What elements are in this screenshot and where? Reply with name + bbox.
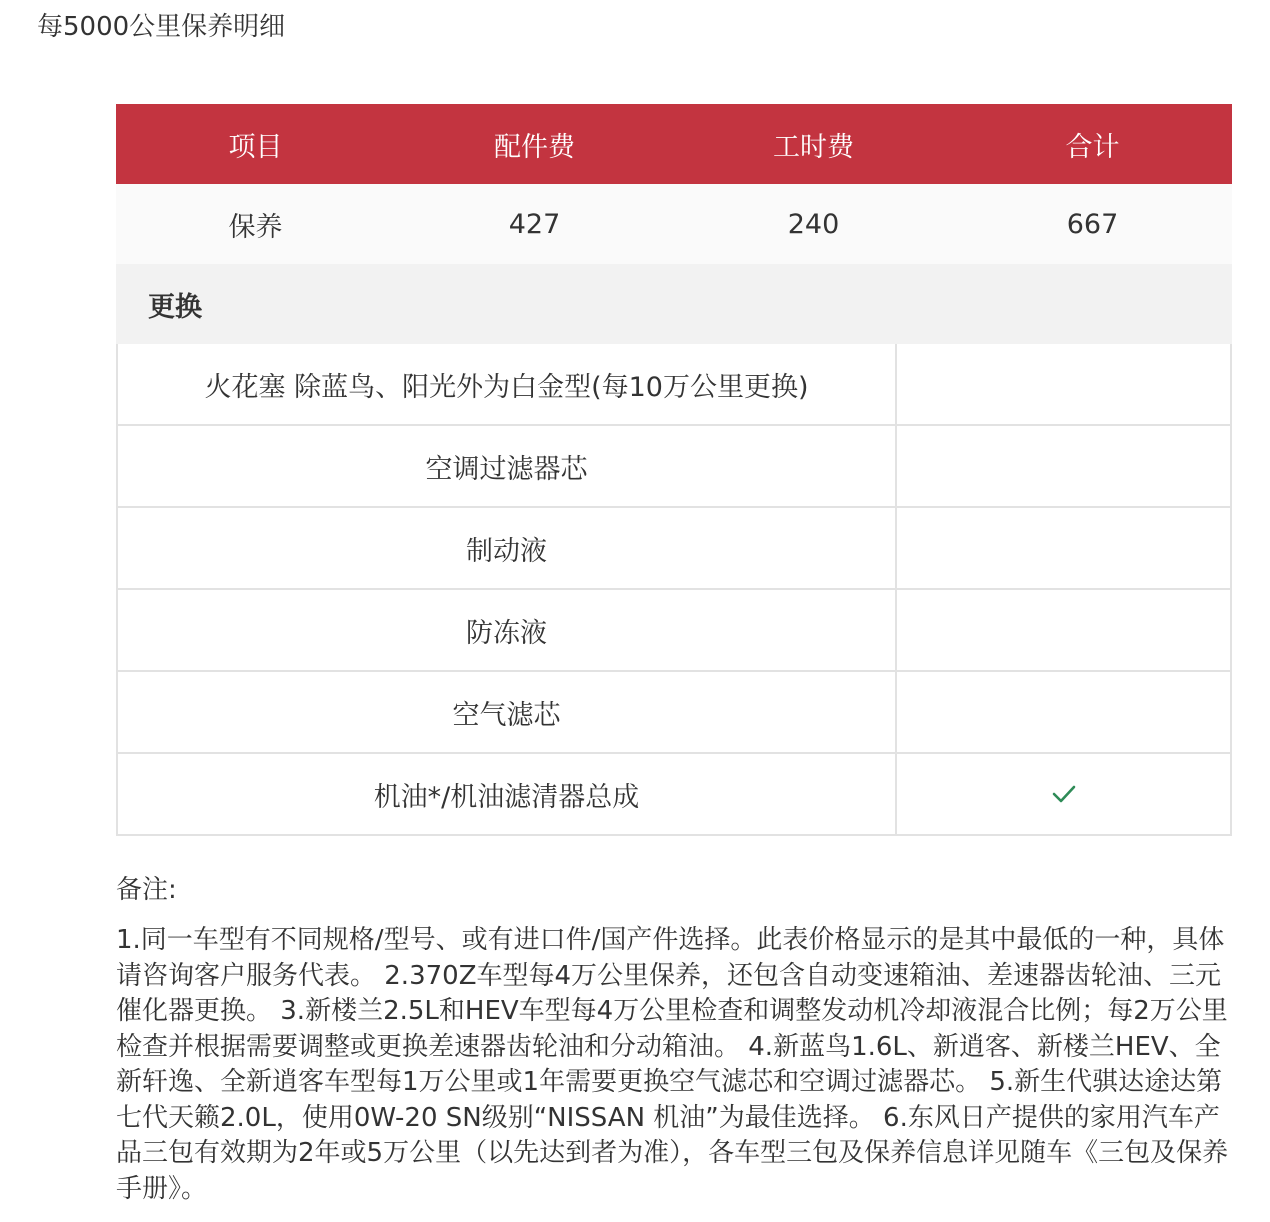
item-mark-cell [897, 344, 1230, 424]
replace-item-list [116, 344, 1232, 836]
item-mark-cell [897, 590, 1230, 670]
page-title: 每5000公里保养明细 [37, 12, 286, 42]
item-name: 防冻液 [118, 590, 897, 670]
item-mark-cell [897, 508, 1230, 588]
notes-text: 1.同一车型有不同规格/型号、或有进口件/国产件选择。此表价格显示的是其中最低的一种，具体请咨询客户服务代表。 2.370Z车型每4万公里保养，还包含自动变速箱油、差速器齿轮油、三元催化器更换。 3.新楼兰2.5L和HEV车型每4万公里检查和调整发动机冷却液混合比例；每2万公里检查并根据需要调整或更换差速器齿轮油和分动箱油。 4.新蓝鸟1.6L、新逍客、新楼兰HEV、全新轩逸、全新逍客车型每1万公里或1年需要更换空气滤芯和空调过滤器芯。 5.新生代骐达途达第七代天籁2.0L，使用0W-20 SN级别“NISSAN 机油”为最佳选择。 6.东风日产提供的家用汽车产品三包有效期为2年或5万公里（以先达到者为准），各车型三包及保养信息详见随车《三包及保养手册》。 [116, 925, 1229, 1204]
item-name: 机油*/机油滤清器总成 [118, 754, 897, 834]
item-name: 制动液 [118, 508, 897, 588]
check-icon [1052, 784, 1076, 804]
table-row [118, 672, 1230, 754]
summary-labor-fee: 240 [787, 208, 840, 240]
item-mark-cell [897, 672, 1230, 752]
summary-parts-fee: 427 [508, 208, 561, 240]
item-mark-cell [897, 754, 1230, 834]
header-labor-fee: 工时费 [773, 131, 854, 163]
summary-total: 667 [1066, 208, 1119, 240]
item-name: 火花塞 除蓝鸟、阳光外为白金型(每10万公里更换) [118, 344, 897, 424]
summary-item: 保养 [228, 211, 283, 243]
table-header-row [116, 104, 1232, 184]
table-row [118, 508, 1230, 590]
table-row [118, 754, 1230, 836]
section-replace-label: 更换 [116, 264, 1232, 344]
summary-row [116, 184, 1232, 264]
item-name: 空气滤芯 [118, 672, 897, 752]
table-row [118, 344, 1230, 426]
item-mark-cell [897, 426, 1230, 506]
maintenance-table [116, 104, 1232, 836]
header-total: 合计 [1065, 131, 1120, 163]
table-row [118, 426, 1230, 508]
header-item: 项目 [228, 131, 283, 163]
header-parts-fee: 配件费 [494, 131, 575, 163]
table-row [118, 590, 1230, 672]
notes-label: 备注: [116, 875, 177, 905]
item-name: 空调过滤器芯 [118, 426, 897, 506]
